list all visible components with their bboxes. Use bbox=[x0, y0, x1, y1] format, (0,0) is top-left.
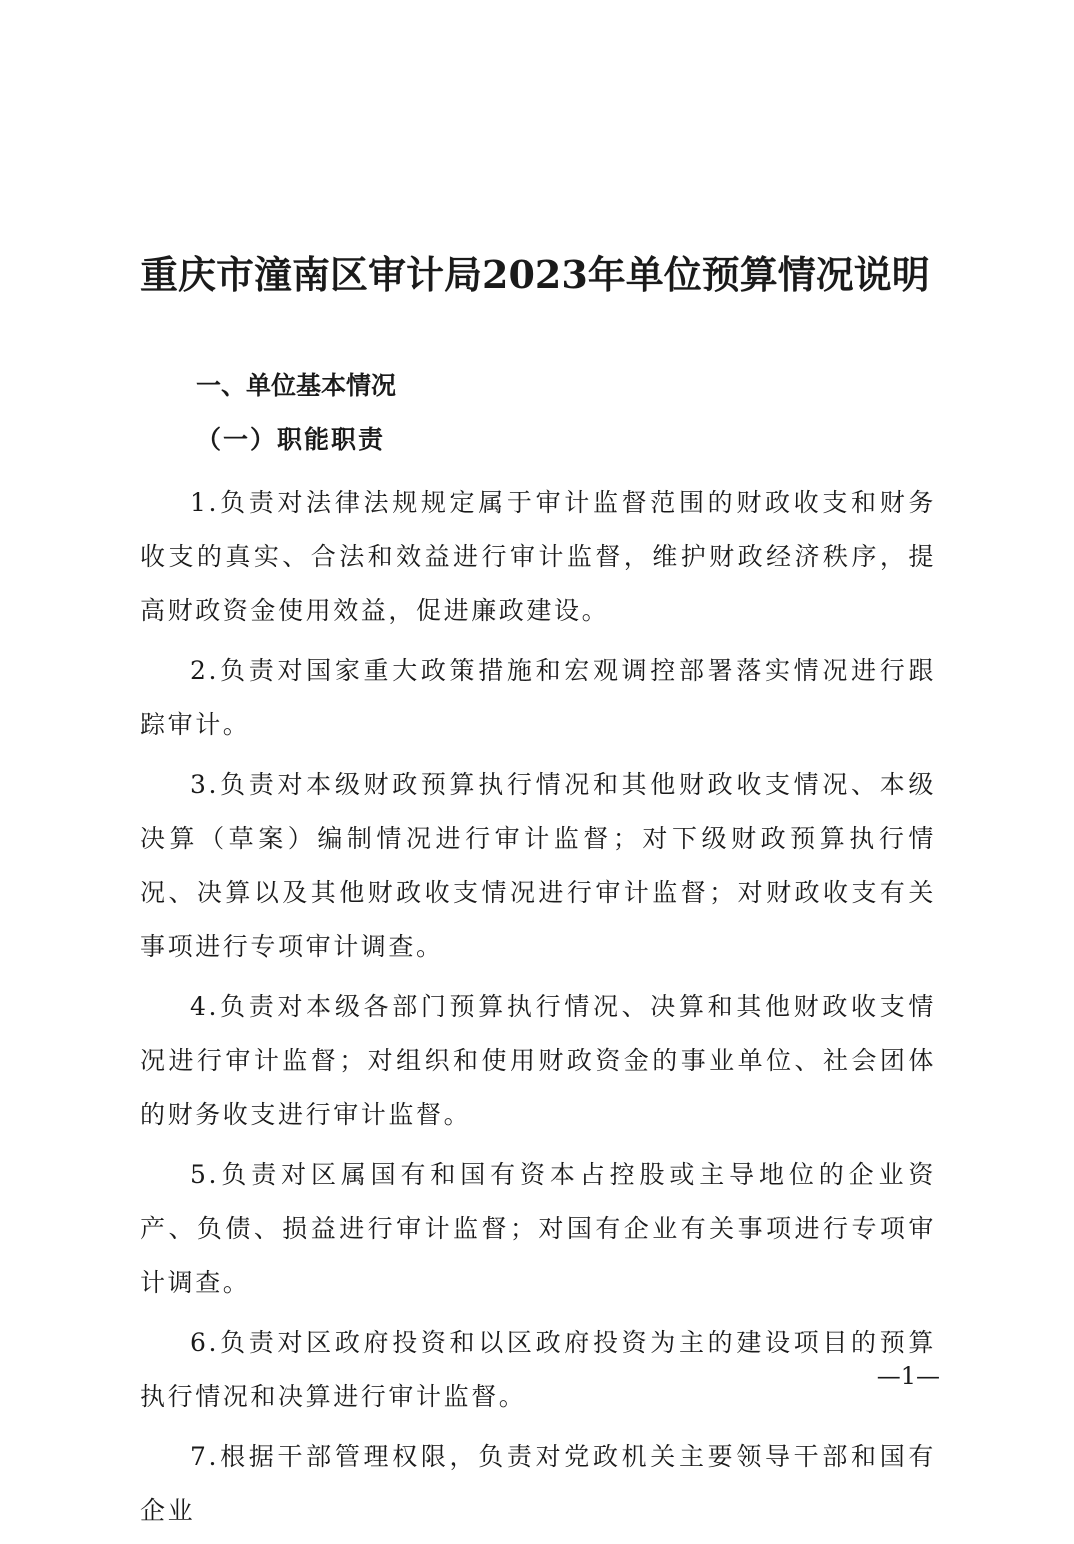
paragraph-4: 4.负责对本级各部门预算执行情况、决算和其他财政收支情况进行审计监督；对组织和使用财政资金的事业单位、社会团体的财务收支进行审计监督。 bbox=[140, 992, 936, 1129]
paragraph-5: 5.负责对区属国有和国有资本占控股或主导地位的企业资产、负债、损益进行审计监督；对国有企业有关事项进行专项审计调查。 bbox=[140, 1160, 936, 1297]
paragraph-6: 6.负责对区政府投资和以区政府投资为主的建设项目的预算执行情况和决算进行审计监督。 bbox=[140, 1328, 936, 1411]
sub-heading: （一）职能职责 bbox=[196, 425, 386, 454]
document-title: 重庆市潼南区审计局2023年单位预算情况说明 bbox=[140, 252, 930, 297]
paragraph-1: 1.负责对法律法规规定属于审计监督范围的财政收支和财务收支的真实、合法和效益进行审计监督，维护财政经济秩序，提高财政资金使用效益，促进廉政建设。 bbox=[140, 488, 936, 625]
paragraph-2: 2.负责对国家重大政策措施和宏观调控部署落实情况进行跟踪审计。 bbox=[140, 656, 936, 739]
page-number: —1— bbox=[876, 1362, 940, 1390]
section-heading: 一、单位基本情况 bbox=[196, 371, 397, 400]
paragraph-3: 3.负责对本级财政预算执行情况和其他财政收支情况、本级决算（草案）编制情况进行审计监督；对下级财政预算执行情况、决算以及其他财政收支情况进行审计监督；对财政收支有关事项进行专项审计调查。 bbox=[140, 770, 936, 961]
document-body bbox=[140, 476, 936, 1544]
paragraph-7: 7.根据干部管理权限，负责对党政机关主要领导干部和国有企业 bbox=[140, 1442, 936, 1525]
